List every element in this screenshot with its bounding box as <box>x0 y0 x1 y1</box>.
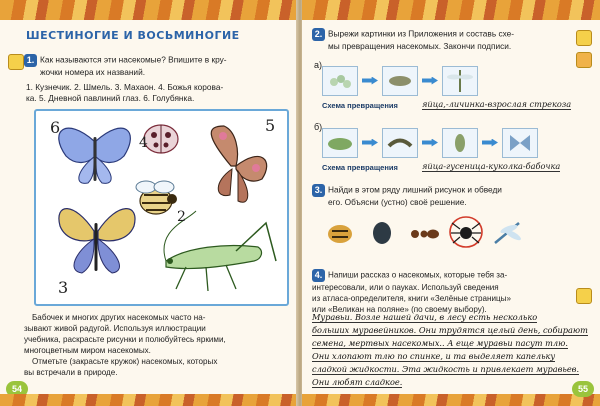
arrow-icon <box>362 77 378 85</box>
caterpillar-icon <box>382 128 418 158</box>
circle-label: 2 <box>177 209 186 225</box>
schema-label-b: Схема превращения <box>322 163 398 172</box>
ant-icon <box>406 214 442 250</box>
insect-options <box>26 82 294 104</box>
insects-illustration <box>36 111 287 304</box>
odd-one-out-row <box>322 214 526 250</box>
bumblebee-icon <box>322 214 358 250</box>
question-4 <box>312 269 582 315</box>
arrow-icon <box>362 139 378 147</box>
question-number: 2. <box>312 28 325 41</box>
question-1-line2: жочки номера их названий. <box>40 67 146 77</box>
body-line: вы встречали в природе. <box>24 368 118 377</box>
question-4-line: или «Великан на поляне» (по своему выбору). <box>312 305 487 314</box>
butterfly-icon <box>502 128 538 158</box>
blue-butterfly-icon <box>59 128 131 183</box>
answer-a: яйца,-личинка-взрослая стрекоза <box>422 99 572 109</box>
story-line: Они хлопают тлю по спинке, и та выделяет капельку <box>312 351 556 361</box>
body-line: Бабочек и многих других насекомых часто на- <box>32 313 206 322</box>
autumn-leaves-border <box>0 0 298 20</box>
options-line1: 1. Кузнечик. 2. Шмель. 3. Махаон. 4. Божья корова- <box>26 82 224 92</box>
story-line: сладкой жидкости. Эта жидкость и привлекает муравьев. <box>312 364 580 374</box>
row-b-label: б) <box>314 122 323 132</box>
arrow-icon <box>422 77 438 85</box>
book-icon <box>8 54 24 70</box>
pupa-icon <box>442 128 478 158</box>
story-line: Они любят сладкое. <box>312 377 403 387</box>
eggs-icon <box>322 66 358 96</box>
body-line: многоцветным миром насекомых. <box>24 346 151 355</box>
options-line2: ка. 5. Дневной павлиний глаз. 6. Голубянка. <box>26 93 195 103</box>
schema-label-a: Схема превращения <box>322 101 398 110</box>
question-3 <box>312 184 582 208</box>
bumblebee-icon <box>136 181 177 214</box>
circle-label: 6 <box>50 118 61 137</box>
question-2-line1: Вырежи картинки из Приложения и составь схе- <box>328 28 515 39</box>
question-4-line: из атласа-определителя, книги «Зелёные страницы» <box>312 294 511 303</box>
story-line: больших муравейников. Они трудятся целый день, собирают <box>312 325 588 335</box>
body-line: учебника, раскрасьте рисунки и полюбуйтесь яркими, <box>24 335 226 344</box>
question-1-line1: Как называются эти насекомые? Впишите в кру- <box>40 54 227 65</box>
schema-row-b <box>322 126 538 159</box>
schema-row-a <box>322 64 478 97</box>
autumn-leaves-border-bottom <box>0 394 298 406</box>
insect-illustration-frame <box>34 109 289 306</box>
answer-b: яйца-гусеница-куколка-бабочка <box>422 161 561 171</box>
autumn-leaves-border <box>302 0 600 20</box>
question-1 <box>24 54 292 78</box>
left-page <box>0 0 298 406</box>
eggs-on-leaf-icon <box>322 128 358 158</box>
autumn-leaves-border-bottom <box>302 394 600 406</box>
circle-label: 4 <box>139 135 148 151</box>
body-line: Отметьте (закрасьте кружок) насекомых, которых <box>32 357 218 366</box>
question-number: 3. <box>312 184 325 197</box>
circle-label: 5 <box>265 116 276 135</box>
question-4-line: интересовали, или о пауках. Используй сведения <box>312 283 499 292</box>
ladybug-icon <box>144 125 178 153</box>
page-title: ШЕСТИНОГИЕ И ВОСЬМИНОГИЕ <box>26 29 240 42</box>
question-number: 1. <box>24 54 37 67</box>
spider-icon <box>448 214 484 250</box>
page-number-left: 54 <box>6 381 28 397</box>
dragonfly-icon <box>442 66 478 96</box>
question-4-line: Напиши рассказ о насекомых, которые тебя за- <box>328 270 508 280</box>
pencil-icon <box>576 52 592 68</box>
question-number: 4. <box>312 269 325 282</box>
swallowtail-butterfly-icon <box>59 209 135 273</box>
circle-label: 3 <box>58 278 69 297</box>
story-line: Муравьи. Возле нашей дачи, в лесу есть несколько <box>312 312 538 322</box>
question-2 <box>312 28 582 52</box>
question-3-line1: Найди в этом ряду лишний рисунок и обведи <box>328 184 502 195</box>
arrow-icon <box>422 139 438 147</box>
beetle-icon <box>364 214 400 250</box>
body-text <box>24 312 294 378</box>
larva-icon <box>382 66 418 96</box>
arrow-icon <box>482 139 498 147</box>
body-line: зывают живой радугой. Используя иллюстрации <box>24 324 206 333</box>
dragonfly-icon <box>490 214 526 250</box>
row-a-label: а) <box>314 60 323 70</box>
peacock-butterfly-icon <box>211 126 266 202</box>
question-2-line2: мы превращения насекомых. Закончи подписи. <box>328 41 512 51</box>
question-3-line2: его. Объясни (устно) своё решение. <box>328 197 467 207</box>
page-number-right: 55 <box>572 381 594 397</box>
story-line: семена, мертвых насекомых.. А еще муравьи пасут тлю. <box>312 338 568 348</box>
